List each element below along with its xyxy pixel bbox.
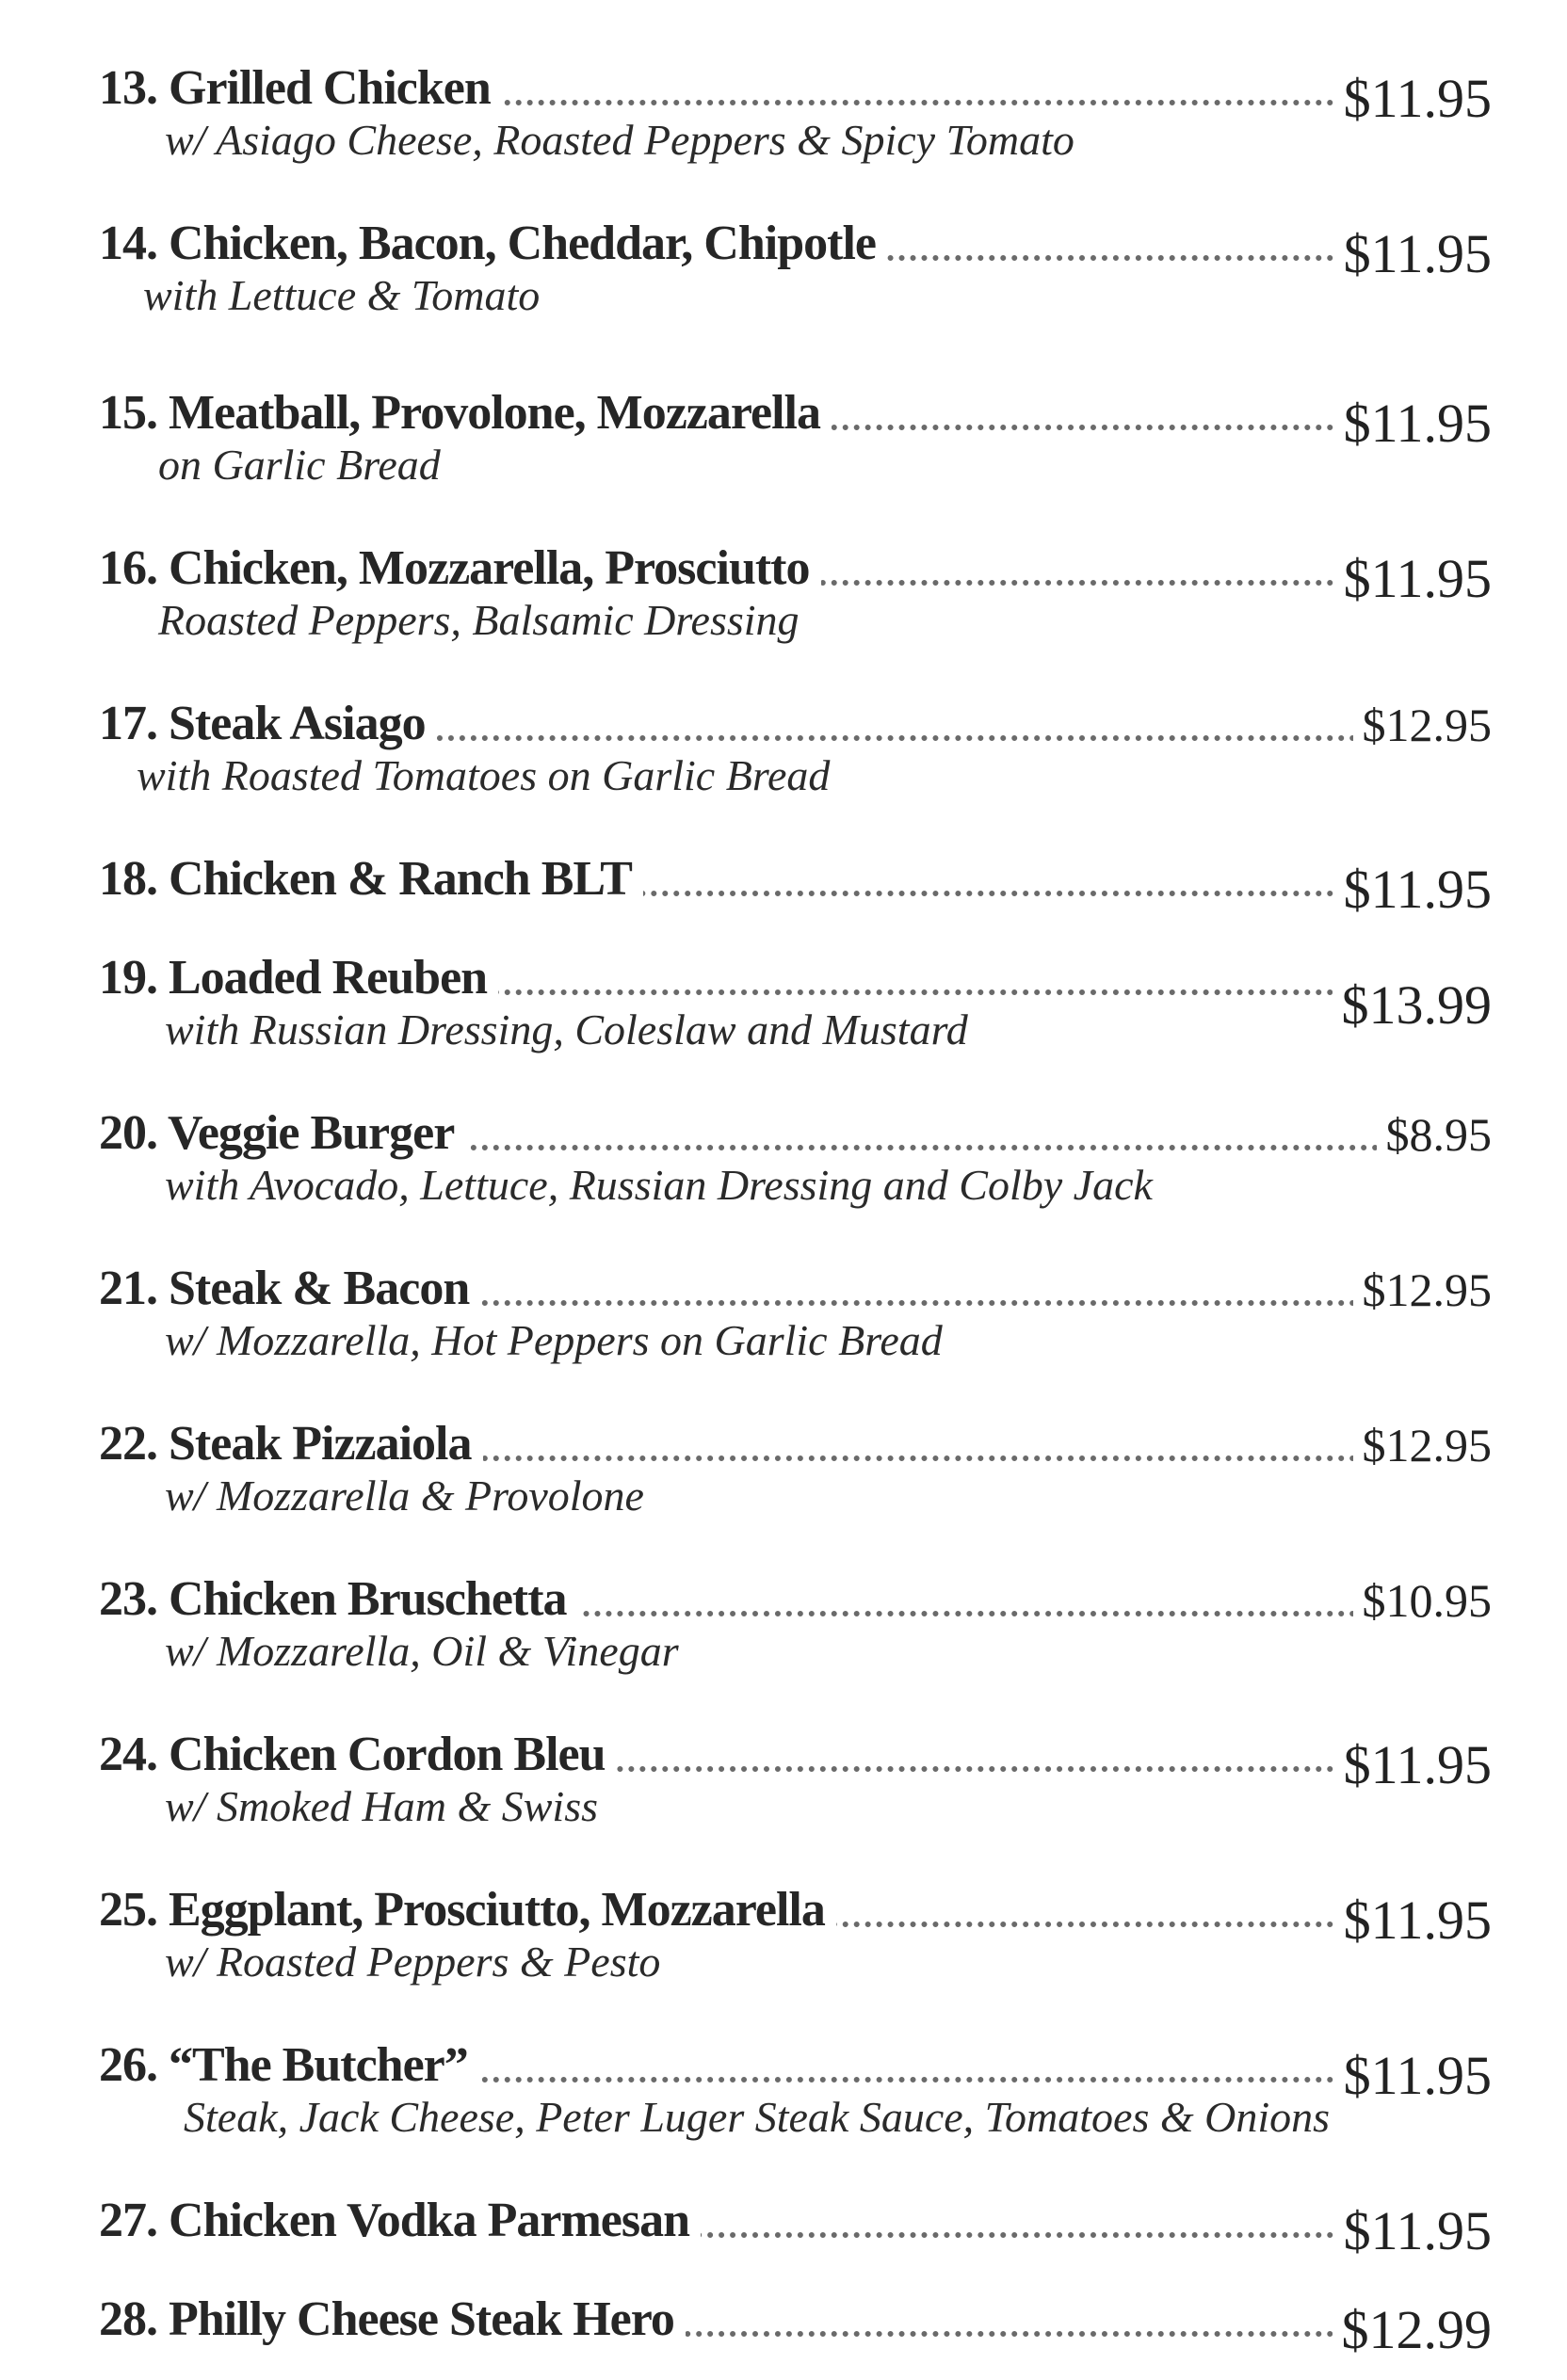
item-heading	[99, 1238, 1492, 1316]
item-title: 25. Eggplant, Prosciutto, Mozzarella	[99, 1886, 836, 1935]
item-title: 15. Meatball, Provolone, Mozzarella	[99, 389, 832, 438]
item-price: $11.95	[1334, 396, 1492, 451]
item-title: 24. Chicken Cordon Bleu	[99, 1730, 617, 1779]
item-price: $12.99	[1333, 2303, 1493, 2357]
item-title: 17. Steak Asiago	[99, 700, 437, 748]
item-heading	[99, 518, 1492, 609]
item-heading	[99, 673, 1492, 751]
item-heading	[99, 38, 1492, 129]
item-heading	[99, 828, 1492, 920]
item-price: $10.95	[1353, 1577, 1493, 1624]
item-price: $8.95	[1377, 1111, 1493, 1158]
item-description: w/ Mozzarella, Hot Peppers on Garlic Bread	[165, 1316, 943, 1364]
item-description: w/ Mozzarella, Oil & Vinegar	[165, 1627, 679, 1675]
item-price: $11.95	[1334, 227, 1492, 281]
item-price: $11.95	[1334, 72, 1492, 126]
item-price: $12.95	[1353, 1266, 1493, 1313]
item-heading	[99, 2015, 1492, 2106]
item-heading	[99, 1859, 1492, 1951]
item-heading	[99, 362, 1492, 454]
item-title: 28. Philly Cheese Steak Hero	[99, 2295, 686, 2344]
item-description: Steak, Jack Cheese, Peter Luger Steak Sauce, Tomatoes & Onions	[184, 2093, 1331, 2141]
item-price: $11.95	[1334, 2049, 1492, 2103]
item-description: with Avocado, Lettuce, Russian Dressing and Colby Jack	[165, 1161, 1153, 1209]
item-title: 22. Steak Pizzaiola	[99, 1420, 483, 1469]
item-price: $13.99	[1333, 978, 1493, 1033]
item-title: 18. Chicken & Ranch BLT	[99, 855, 643, 904]
item-heading	[99, 1549, 1492, 1627]
item-price: $11.95	[1334, 552, 1492, 606]
item-price: $11.95	[1334, 1893, 1492, 1948]
item-title: 27. Chicken Vodka Parmesan	[99, 2196, 701, 2245]
item-description: with Russian Dressing, Coleslaw and Mustard	[165, 1005, 968, 1053]
item-description: on Garlic Bread	[158, 441, 441, 489]
item-heading	[99, 1083, 1492, 1161]
item-description: with Roasted Tomatoes on Garlic Bread	[137, 751, 831, 799]
item-title: 26. “The Butcher”	[99, 2041, 479, 2090]
item-title: 19. Loaded Reuben	[99, 954, 498, 1003]
item-title: 14. Chicken, Bacon, Cheddar, Chipotle	[99, 219, 887, 268]
item-heading	[99, 1393, 1492, 1469]
item-description: w/ Asiago Cheese, Roasted Peppers & Spicy Tomato	[165, 116, 1074, 164]
item-title: 23. Chicken Bruschetta	[99, 1575, 578, 1624]
item-title: 21. Steak & Bacon	[99, 1264, 480, 1313]
item-description: w/ Smoked Ham & Swiss	[165, 1782, 598, 1830]
item-title: 16. Chicken, Mozzarella, Prosciutto	[99, 544, 821, 593]
item-title: 20. Veggie Burger	[99, 1109, 465, 1158]
item-price: $11.95	[1334, 1738, 1492, 1793]
item-price: $11.95	[1334, 862, 1492, 917]
item-heading	[99, 2269, 1492, 2360]
item-description: Roasted Peppers, Balsamic Dressing	[158, 596, 800, 644]
item-description: w/ Mozzarella & Provolone	[165, 1471, 644, 1520]
item-description: with Lettuce & Tomato	[143, 271, 541, 319]
item-heading	[99, 2170, 1492, 2261]
item-heading	[99, 1704, 1492, 1795]
item-heading	[99, 193, 1492, 284]
item-price: $12.95	[1353, 701, 1493, 748]
item-title: 13. Grilled Chicken	[99, 64, 502, 113]
item-description: w/ Roasted Peppers & Pesto	[165, 1938, 661, 1986]
item-price: $11.95	[1334, 2204, 1492, 2259]
item-price: $12.95	[1353, 1422, 1493, 1469]
